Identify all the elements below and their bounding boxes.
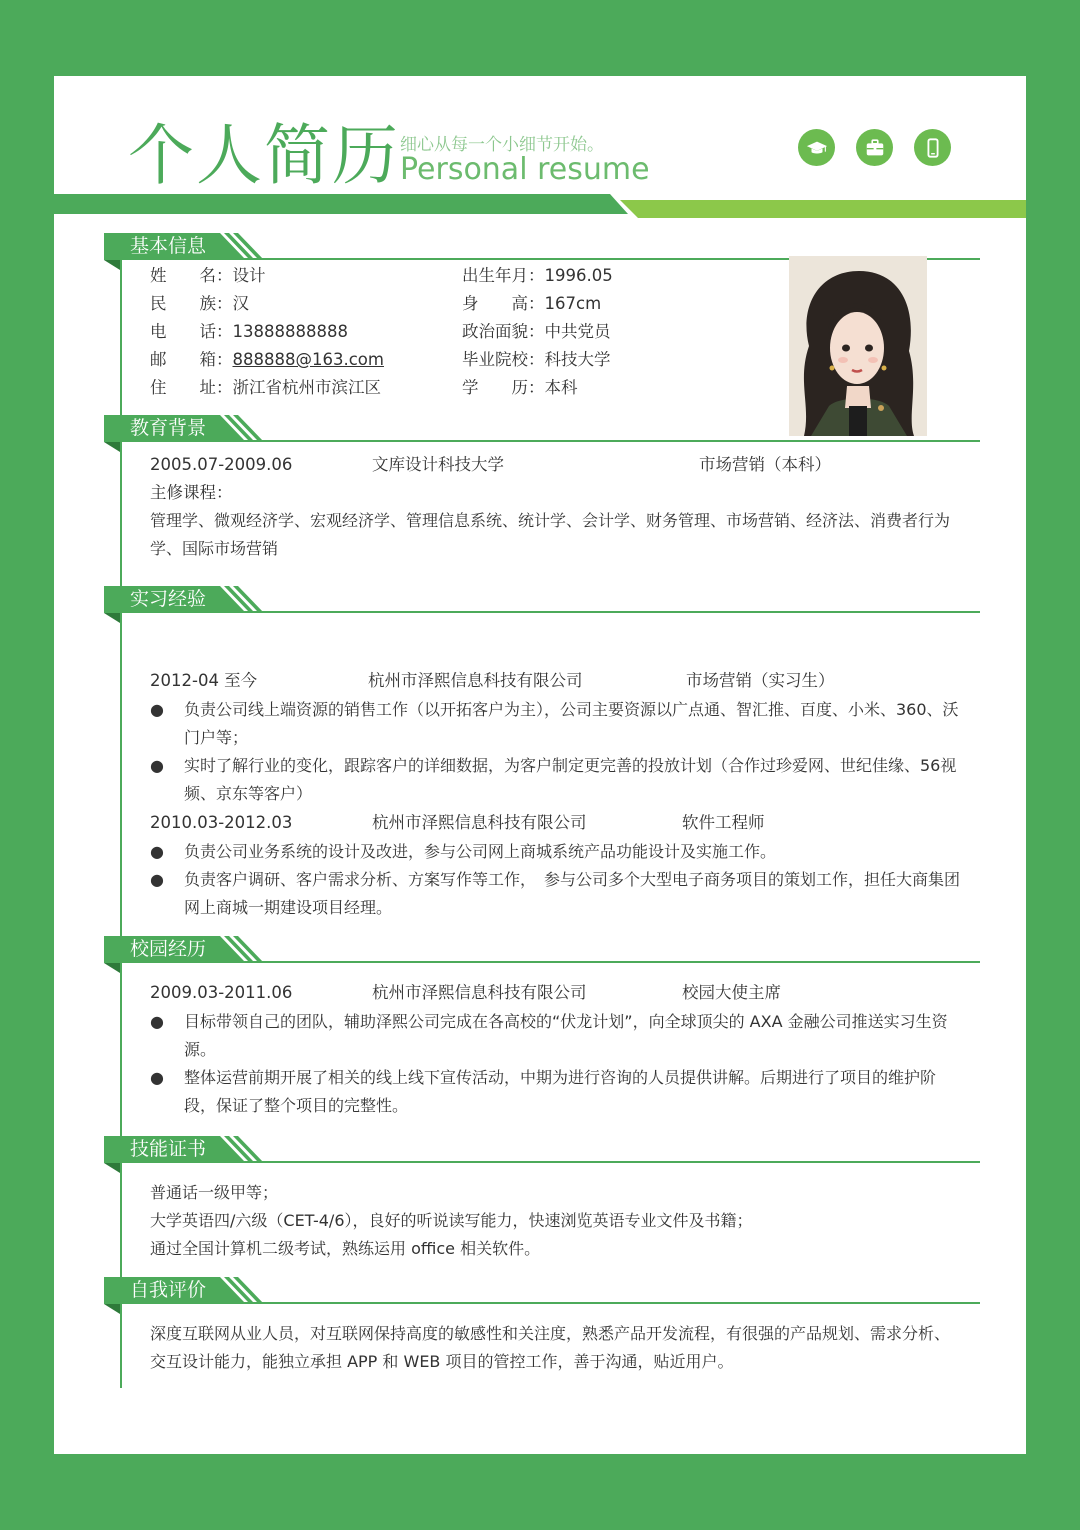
section-title: 自我评价: [104, 1277, 216, 1304]
slash-decoration: [216, 1277, 268, 1304]
courses-text: 管理学、微观经济学、宏观经济学、管理信息系统、统计学、会计学、财务管理、市场营销、经济法、消费者行为学、国际市场营销: [150, 511, 951, 558]
bullet-dot: ●: [150, 1068, 164, 1087]
campus-company: 杭州市泽熙信息科技有限公司: [372, 983, 587, 1002]
fold-decoration: [104, 613, 120, 623]
list-item: ● 实时了解行业的变化，跟踪客户的详细数据，为客户制定更完善的投放计划（合作过珍爱网、世纪佳缘、56视频、京东等客户）: [150, 752, 960, 808]
slash-decoration: [216, 936, 268, 963]
subtitle: Personal resume: [400, 152, 650, 187]
section-title: 教育背景: [104, 415, 216, 442]
info-row: 毕业院校：科技大学: [462, 350, 611, 369]
edu-school: 文库设计科技大学: [372, 455, 504, 474]
slash-decoration: [216, 1136, 268, 1163]
fold-decoration: [104, 442, 120, 452]
campus-period: 2009.03-2011.06: [150, 983, 293, 1002]
list-item: ● 负责公司业务系统的设计及改进，参与公司网上商城系统产品功能设计及实施工作。: [150, 838, 960, 866]
bullet-dot: ●: [150, 1012, 164, 1031]
section-header-skills: [104, 1136, 980, 1166]
section-title: 校园经历: [104, 936, 216, 963]
section-header-internship: [104, 586, 980, 616]
fold-decoration: [104, 963, 120, 973]
fold-decoration: [104, 1163, 120, 1173]
info-row: 政治面貌：中共党员: [462, 322, 611, 341]
graduation-cap-icon: [798, 129, 835, 166]
list-item: ● 负责公司线上端资源的销售工作（以开拓客户为主），公司主要资源以广点通、智汇推、百度、小米、360、沃门户等；: [150, 696, 960, 752]
list-item: ● 目标带领自己的团队，辅助泽熙公司完成在各高校的“伏龙计划”，向全球顶尖的 AXA 金融公司推送实习生资源。: [150, 1008, 960, 1064]
bullet-dot: ●: [150, 842, 164, 861]
list-item: ● 负责客户调研、客户需求分析、方案写作等工作， 参与公司多个大型电子商务项目的策划工作，担任大商集团网上商城一期建设项目经理。: [150, 866, 960, 922]
job-company: 杭州市泽熙信息科技有限公司: [368, 671, 583, 690]
info-row: 身 高：167cm: [462, 294, 602, 313]
section-rule: [216, 611, 980, 613]
info-row: 学 历：本科: [462, 378, 578, 397]
section-header-self: [104, 1277, 980, 1307]
job-period: 2012-04 至今: [150, 671, 258, 690]
info-row: 电 话：13888888888: [150, 322, 348, 341]
job-role: 市场营销（实习生）: [686, 671, 835, 690]
fold-decoration: [104, 1304, 120, 1314]
job-company: 杭州市泽熙信息科技有限公司: [372, 813, 587, 832]
edu-major: 市场营销（本科）: [699, 455, 831, 474]
campus-role: 校园大使主席: [682, 983, 781, 1002]
fold-decoration: [104, 260, 120, 270]
header-icons: [798, 129, 951, 166]
slash-decoration: [216, 233, 268, 260]
self-eval-text: 深度互联网从业人员，对互联网保持高度的敏感性和关注度，熟悉产品开发流程，有很强的产品规划、需求分析、交互设计能力，能独立承担 APP 和 WEB 项目的管控工作，善于沟通，贴近用户。: [150, 1324, 951, 1371]
section-rule: [216, 961, 980, 963]
bullet-dot: ●: [150, 700, 164, 719]
info-row: 民 族：汉: [150, 294, 249, 313]
info-row: 住 址：浙江省杭州市滨江区: [150, 378, 381, 397]
slash-decoration: [216, 586, 268, 613]
profile-photo: [789, 256, 927, 436]
section-title: 基本信息: [104, 233, 216, 260]
list-item: ● 整体运营前期开展了相关的线上线下宣传活动，中期为进行咨询的人员提供讲解。后期进行了项目的维护阶段，保证了整个项目的完整性。: [150, 1064, 960, 1120]
bullet-dot: ●: [150, 756, 164, 775]
resume-page: [54, 76, 1026, 1454]
phone-icon: [914, 129, 951, 166]
skill-item: 大学英语四/六级（CET-4/6），良好的听说读写能力，快速浏览英语专业文件及书籍；: [150, 1211, 753, 1230]
email-link[interactable]: 888888@163.com: [232, 350, 384, 369]
info-row: 出生年月：1996.05: [462, 266, 613, 285]
skill-item: 通过全国计算机二级考试，熟练运用 office 相关软件。: [150, 1239, 541, 1258]
header-band: [54, 194, 1026, 218]
courses-label: 主修课程：: [150, 483, 233, 502]
info-row: 邮 箱：888888@163.com: [150, 350, 384, 369]
section-header-education: [104, 415, 980, 445]
job-period: 2010.03-2012.03: [150, 813, 293, 832]
section-title: 技能证书: [104, 1136, 216, 1163]
page-title: 个人简历: [128, 117, 400, 194]
job-role: 软件工程师: [682, 813, 765, 832]
slash-decoration: [216, 415, 268, 442]
info-row: 姓 名：设计: [150, 266, 266, 285]
briefcase-icon: [856, 129, 893, 166]
edu-period: 2005.07-2009.06: [150, 455, 293, 474]
section-rule: [216, 1302, 980, 1304]
section-header-campus: [104, 936, 980, 966]
skill-item: 普通话一级甲等；: [150, 1183, 279, 1202]
section-rule: [216, 1161, 980, 1163]
section-title: 实习经验: [104, 586, 216, 613]
section-rule: [216, 440, 980, 442]
bullet-dot: ●: [150, 870, 164, 889]
slogan: 细心从每一个小细节开始。: [400, 135, 604, 155]
